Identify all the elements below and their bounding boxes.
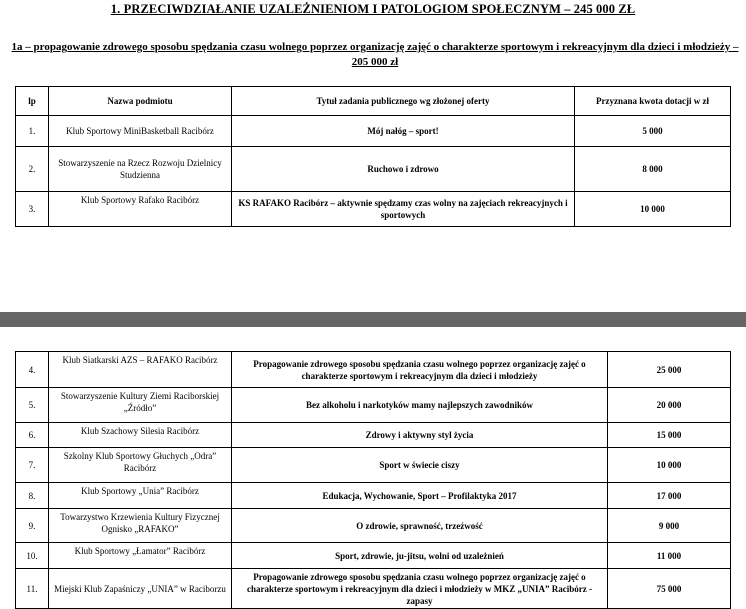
table-row xyxy=(16,147,731,192)
table-row xyxy=(16,448,731,483)
table-row xyxy=(16,423,731,448)
table-row xyxy=(16,116,731,147)
row-amount: 25 000 xyxy=(608,352,731,388)
row-amount: 20 000 xyxy=(608,388,731,423)
row-task-title: Mój nałóg – sport! xyxy=(232,116,575,147)
row-task-title: Propagowanie zdrowego sposobu spędzania czasu wolnego poprzez organizację zajęć o charakterze sportowym i rekreacyjnym dla dzieci i młodzieży xyxy=(232,352,608,388)
row-lp: 9. xyxy=(16,509,49,543)
table-row xyxy=(16,543,731,569)
row-task-title: Propagowanie zdrowego sposobu spędzania czasu wolnego poprzez organizację zajęć o charakterze sportowym i rekreacyjnym dla dzieci i młodzieży w MKZ „UNIA” Racibórz - zapasy xyxy=(232,569,608,609)
row-lp: 10. xyxy=(16,543,49,569)
row-amount: 8 000 xyxy=(575,147,731,192)
row-task-title: Ruchowo i zdrowo xyxy=(232,147,575,192)
subsection-title: 1a – propagowanie zdrowego sposobu spędzania czasu wolnego poprzez organizację zajęć o charakterze sportowym i rekreacyjnym dla dzieci i młodzieży – 205 000 zł xyxy=(11,41,739,68)
row-lp: 3. xyxy=(16,192,49,227)
row-task-title: KS RAFAKO Racibórz – aktywnie spędzamy czas wolny na zajęciach rekreacyjnych i sportowych xyxy=(232,192,575,227)
row-entity: Szkolny Klub Sportowy Głuchych „Odra” Racibórz xyxy=(49,448,232,483)
grants-table-page-2 xyxy=(15,351,731,609)
row-amount: 17 000 xyxy=(608,483,731,509)
row-lp: 6. xyxy=(16,423,49,448)
table-row xyxy=(16,569,731,609)
row-amount: 10 000 xyxy=(575,192,731,227)
grants-table-page-1 xyxy=(15,86,731,227)
row-lp: 4. xyxy=(16,352,49,388)
row-amount: 5 000 xyxy=(575,116,731,147)
row-amount: 11 000 xyxy=(608,543,731,569)
row-lp: 8. xyxy=(16,483,49,509)
row-lp: 5. xyxy=(16,388,49,423)
row-amount: 9 000 xyxy=(608,509,731,543)
row-lp: 2. xyxy=(16,147,49,192)
row-amount: 10 000 xyxy=(608,448,731,483)
row-entity: Klub Sportowy „Unia” Racibórz xyxy=(49,483,232,509)
row-entity: Stowarzyszenie Kultury Ziemi Raciborskiej „Źródło” xyxy=(49,388,232,423)
row-task-title: Edukacja, Wychowanie, Sport – Profilaktyka 2017 xyxy=(232,483,608,509)
row-amount: 15 000 xyxy=(608,423,731,448)
column-header-title: Tytuł zadania publicznego wg złożonej oferty xyxy=(232,87,575,116)
row-entity: Stowarzyszenie na Rzecz Rozwoju Dzielnicy Studzienna xyxy=(49,147,232,192)
row-task-title: Bez alkoholu i narkotyków mamy najlepszych zawodników xyxy=(232,388,608,423)
row-lp: 7. xyxy=(16,448,49,483)
row-lp: 1. xyxy=(16,116,49,147)
document-page-2 xyxy=(0,327,746,606)
row-entity: Klub Sportowy „Łamator” Racibórz xyxy=(49,543,232,569)
row-lp: 11. xyxy=(16,569,49,609)
table-row xyxy=(16,192,731,227)
row-task-title: Sport w świecie ciszy xyxy=(232,448,608,483)
row-task-title: Zdrowy i aktywny styl życia xyxy=(232,423,608,448)
table-header-row xyxy=(16,87,731,116)
table-row xyxy=(16,388,731,423)
row-entity: Klub Sportowy Rafako Racibórz xyxy=(49,192,232,227)
row-amount: 75 000 xyxy=(608,569,731,609)
row-entity: Klub Sportowy MiniBasketball Racibórz xyxy=(49,116,232,147)
page-separator xyxy=(0,312,746,327)
row-entity: Miejski Klub Zapaśniczy „UNIA” w Raciborzu xyxy=(49,569,232,609)
column-header-amount: Przyznana kwota dotacji w zł xyxy=(575,87,731,116)
table-row xyxy=(16,509,731,543)
column-header-entity: Nazwa podmiotu xyxy=(49,87,232,116)
table-row xyxy=(16,483,731,509)
table-row xyxy=(16,352,731,388)
row-entity: Klub Szachowy Silesia Racibórz xyxy=(49,423,232,448)
column-header-lp: lp xyxy=(16,87,49,116)
row-entity: Towarzystwo Krzewienia Kultury Fizycznej Ognisko „RAFAKO” xyxy=(49,509,232,543)
section-title: 1. PRZECIWDZIAŁANIE UZALEŻNIENIOM I PATOLOGIOM SPOŁECZNYM – 245 000 ZŁ xyxy=(110,2,636,16)
row-task-title: O zdrowie, sprawność, trzeźwość xyxy=(232,509,608,543)
row-entity: Klub Siatkarski AZS – RAFAKO Racibórz xyxy=(49,352,232,388)
row-task-title: Sport, zdrowie, ju-jitsu, wolni od uzależnień xyxy=(232,543,608,569)
